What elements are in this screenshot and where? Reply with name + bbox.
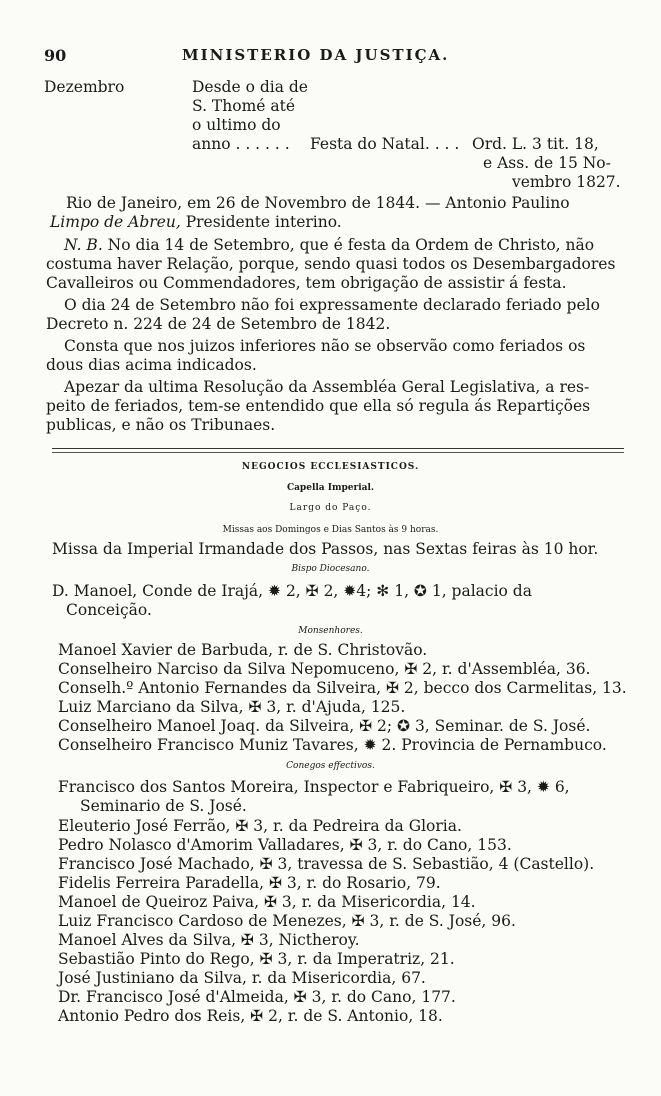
note-paragraph-line: Decreto n. 224 de 24 de Setembro de 1842. <box>46 315 391 333</box>
monsenhores-heading: Monsenhores. <box>298 626 363 636</box>
note-paragraph-line: publicas, e não os Tribunaes. <box>46 416 276 434</box>
mass-schedule: Missa da Imperial Irmandade dos Passos, nas Sextas feiras às 10 hor. <box>52 540 599 558</box>
list-item: Eleuterio José Ferrão, ✠ 3, r. da Pedreira da Gloria. <box>58 817 462 835</box>
list-item: Conselh.º Antonio Fernandes da Silveira, ✠ 2, becco dos Carmelitas, 13. <box>58 679 627 697</box>
period-line: S. Thomé até <box>192 97 296 115</box>
page-title: MINISTERIO DA JUSTIÇA. <box>182 46 450 64</box>
location-label: Largo do Paço. <box>289 503 372 513</box>
list-item: Conselheiro Narciso da Silva Nepomuceno, ✠ 2, r. d'Assembléa, 36. <box>58 660 591 678</box>
list-item: Conselheiro Francisco Muniz Tavares, ✹ 2. Provincia de Pernambuco. <box>58 736 607 754</box>
signature-line: Rio de Janeiro, em 26 de Novembro de 1844. — Antonio Paulino <box>66 194 570 212</box>
note-paragraph-line: O dia 24 de Setembro não foi expressamente declarado feriado pelo <box>64 296 600 314</box>
law-reference: vembro 1827. <box>512 173 621 191</box>
section-subtitle: Capella Imperial. <box>286 483 375 493</box>
list-item: Manoel de Queiroz Paiva, ✠ 3, r. da Misericordia, 14. <box>58 893 476 911</box>
mass-schedule: Missas aos Domingos e Dias Santos às 9 horas. <box>222 525 439 535</box>
bishop-entry: Conceição. <box>66 601 152 619</box>
law-reference: Ord. L. 3 tit. 18, <box>472 135 599 153</box>
section-divider <box>52 452 624 453</box>
bishop-heading: Bispo Diocesano. <box>291 564 370 574</box>
period-line: Desde o dia de <box>192 78 308 96</box>
list-item: Conselheiro Manoel Joaq. da Silveira, ✠ 2; ✪ 3, Seminar. de S. José. <box>58 717 591 735</box>
nb-text: No dia 14 de Setembro, que é festa da Ordem de Christo, não <box>102 236 595 254</box>
period-line: o ultimo do <box>192 116 281 134</box>
list-item: Francisco dos Santos Moreira, Inspector e Fabriqueiro, ✠ 3, ✹ 6, <box>58 778 570 796</box>
bishop-entry: D. Manoel, Conde de Irajá, ✹ 2, ✠ 2, ✹4; ✻ 1, ✪ 1, palacio da <box>52 582 532 600</box>
conegos-heading: Conegos effectivos. <box>286 761 375 771</box>
list-item: Luiz Marciano da Silva, ✠ 3, r. d'Ajuda, 125. <box>58 698 406 716</box>
month-label: Dezembro <box>44 78 125 96</box>
list-item: Manoel Xavier de Barbuda, r. de S. Christovão. <box>58 641 428 659</box>
signature-name: Limpo de Abreu, <box>50 213 181 231</box>
list-item: Luiz Francisco Cardoso de Menezes, ✠ 3, r. de S. José, 96. <box>58 912 516 930</box>
note-paragraph-line: peito de feriados, tem-se entendido que ella só regula ás Repartições <box>46 397 591 415</box>
list-item: Antonio Pedro dos Reis, ✠ 2, r. de S. Antonio, 18. <box>58 1007 443 1025</box>
nb-paragraph-line: costuma haver Relação, porque, sendo quasi todos os Desembargadores <box>46 255 616 273</box>
list-item: Manoel Alves da Silva, ✠ 3, Nictheroy. <box>58 931 360 949</box>
signature-line <box>50 213 342 232</box>
nb-paragraph-line: Cavalleiros ou Commendadores, tem obrigação de assistir á festa. <box>46 274 567 292</box>
note-paragraph-line: Apezar da ultima Resolução da Assembléa Geral Legislativa, a res- <box>64 378 590 396</box>
period-line: anno . . . . . . <box>192 135 290 153</box>
list-item: Dr. Francisco José d'Almeida, ✠ 3, r. do Cano, 177. <box>58 988 456 1006</box>
festival-label: Festa do Natal. . . . <box>310 135 460 153</box>
nb-paragraph-line <box>64 236 594 255</box>
signature-role: Presidente interino. <box>180 213 342 231</box>
law-reference: e Ass. de 15 No- <box>483 154 611 172</box>
list-item: José Justiniano da Silva, r. da Misericordia, 67. <box>58 969 426 987</box>
list-item: Sebastião Pinto do Rego, ✠ 3, r. da Imperatriz, 21. <box>58 950 455 968</box>
page-number: 90 <box>44 46 67 65</box>
section-title: NEGOCIOS ECCLESIASTICOS. <box>241 462 420 472</box>
list-item: Francisco José Machado, ✠ 3, travessa de S. Sebastião, 4 (Castello). <box>58 855 595 873</box>
nb-label: N. B. <box>64 236 103 254</box>
note-paragraph-line: Consta que nos juizos inferiores não se observão como feriados os <box>64 337 586 355</box>
list-item: Fidelis Ferreira Paradella, ✠ 3, r. do Rosario, 79. <box>58 874 441 892</box>
list-item: Seminario de S. José. <box>80 797 247 815</box>
note-paragraph-line: dous dias acima indicados. <box>46 356 257 374</box>
list-item: Pedro Nolasco d'Amorim Valladares, ✠ 3, r. do Cano, 153. <box>58 836 512 854</box>
section-divider <box>52 448 624 449</box>
